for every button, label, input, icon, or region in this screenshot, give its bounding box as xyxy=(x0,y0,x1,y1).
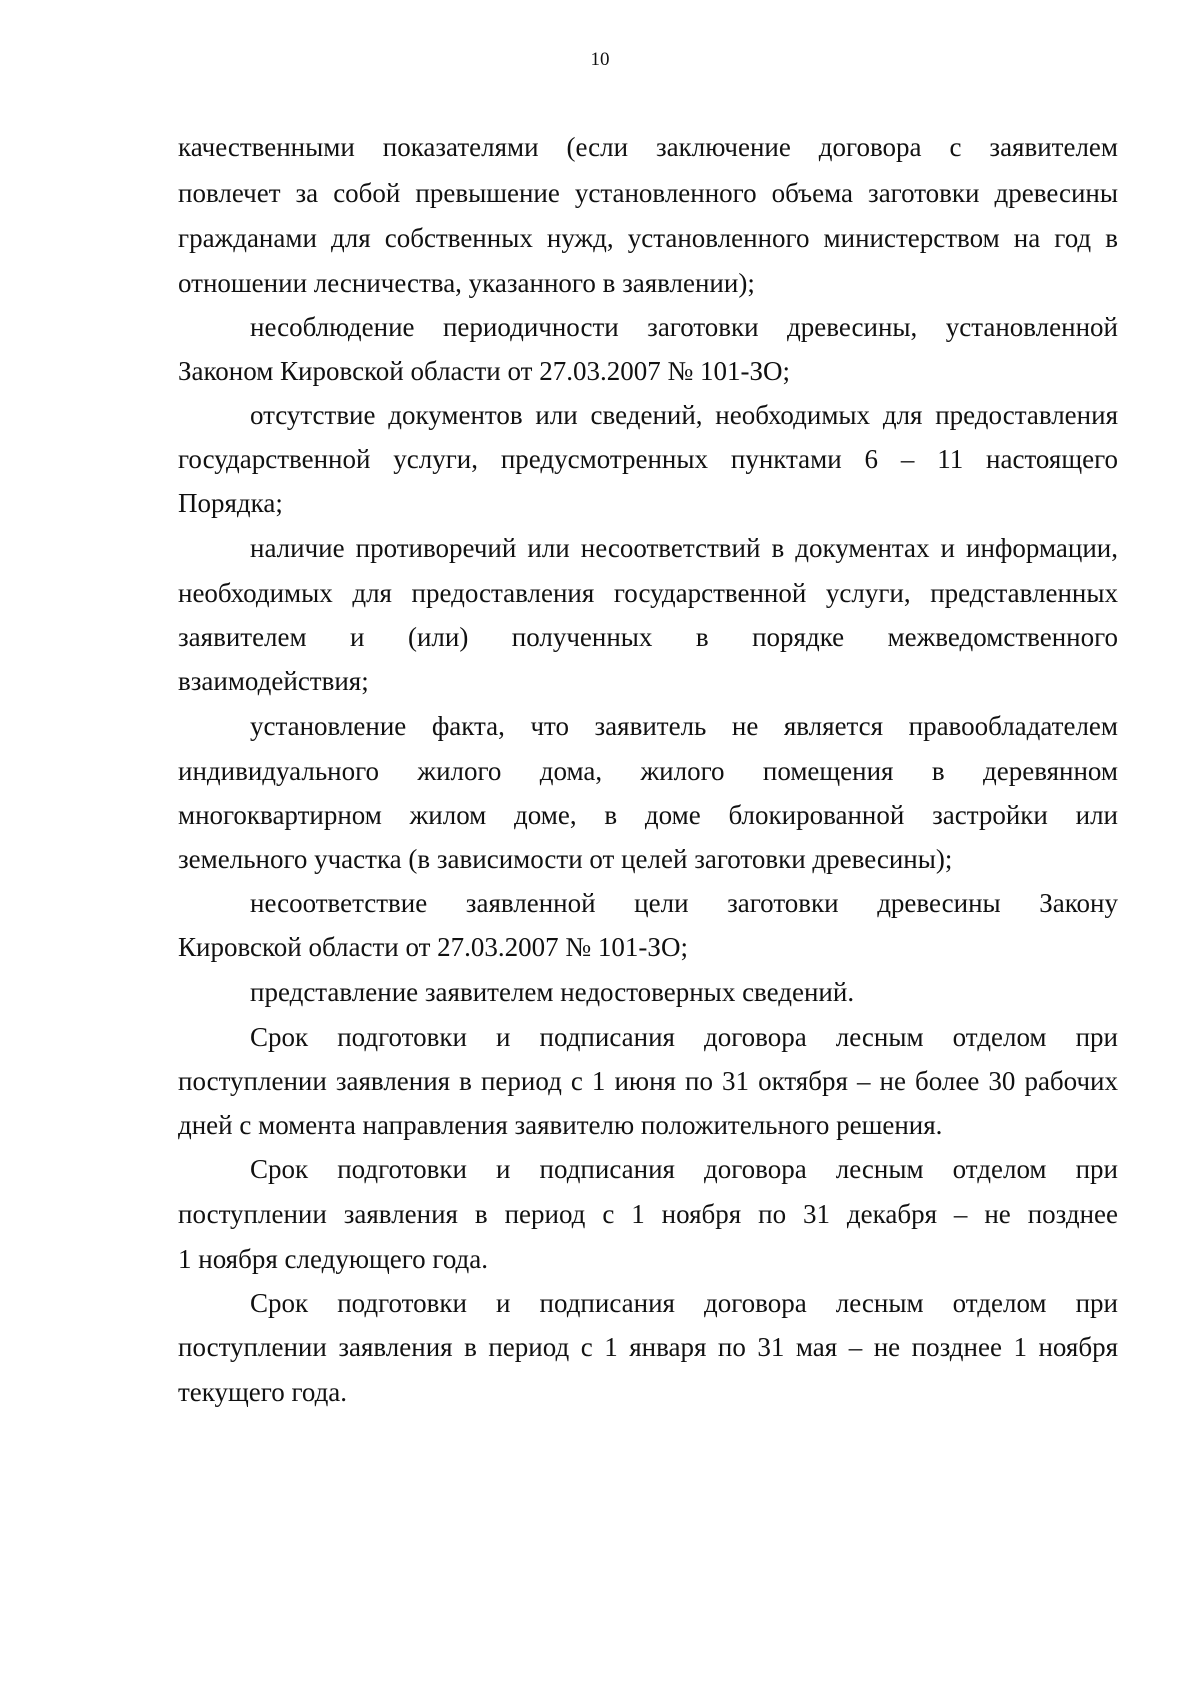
text-line: качественными показателями (если заключение договора с заявителем xyxy=(178,132,1118,162)
text-line: необходимых для предоставления государственной услуги, представленных xyxy=(178,578,1118,608)
text-line: Порядка; xyxy=(178,488,283,518)
text-line: повлечет за собой превышение установленного объема заготовки древесины xyxy=(178,178,1118,208)
text-line: поступлении заявления в период с 1 ноября по 31 декабря – не позднее xyxy=(178,1199,1118,1229)
text-line: Законом Кировской области от 27.03.2007 № 101-ЗО; xyxy=(178,356,790,386)
text-line: Срок подготовки и подписания договора лесным отделом при xyxy=(250,1022,1118,1052)
text-line: установление факта, что заявитель не является правообладателем xyxy=(250,711,1118,741)
page-number: 10 xyxy=(590,49,610,70)
text-line: индивидуального жилого дома, жилого помещения в деревянном xyxy=(178,756,1118,786)
text-line: текущего года. xyxy=(178,1377,348,1407)
text-line: Срок подготовки и подписания договора лесным отделом при xyxy=(250,1288,1118,1318)
text-line: взаимодействия; xyxy=(178,666,369,696)
text-line: заявителем и (или) полученных в порядке межведомственного xyxy=(178,622,1118,652)
text-line: несоблюдение периодичности заготовки древесины, установленной xyxy=(250,312,1118,342)
text-line: Кировской области от 27.03.2007 № 101-ЗО; xyxy=(178,932,688,962)
text-line: поступлении заявления в период с 1 января по 31 мая – не позднее 1 ноября xyxy=(178,1332,1118,1362)
text-line: представление заявителем недостоверных сведений. xyxy=(250,977,855,1007)
text-line: 1 ноября следующего года. xyxy=(178,1244,489,1274)
text-line: несоответствие заявленной цели заготовки древесины Закону xyxy=(250,888,1118,918)
text-line: поступлении заявления в период с 1 июня по 31 октября – не более 30 рабочих xyxy=(178,1066,1118,1096)
text-line: дней с момента направления заявителю положительного решения. xyxy=(178,1110,943,1140)
text-line: наличие противоречий или несоответствий в документах и информации, xyxy=(250,533,1118,563)
text-line: гражданами для собственных нужд, установленного министерством на год в xyxy=(178,223,1118,253)
text-line: отсутствие документов или сведений, необходимых для предоставления xyxy=(250,400,1118,430)
text-line: многоквартирном жилом доме, в доме блокированной застройки или xyxy=(178,800,1118,830)
text-line: отношении лесничества, указанного в заявлении); xyxy=(178,268,755,298)
text-line: государственной услуги, предусмотренных пунктами 6 – 11 настоящего xyxy=(178,444,1118,474)
text-line: земельного участка (в зависимости от целей заготовки древесины); xyxy=(178,844,953,874)
text-line: Срок подготовки и подписания договора лесным отделом при xyxy=(250,1154,1118,1184)
